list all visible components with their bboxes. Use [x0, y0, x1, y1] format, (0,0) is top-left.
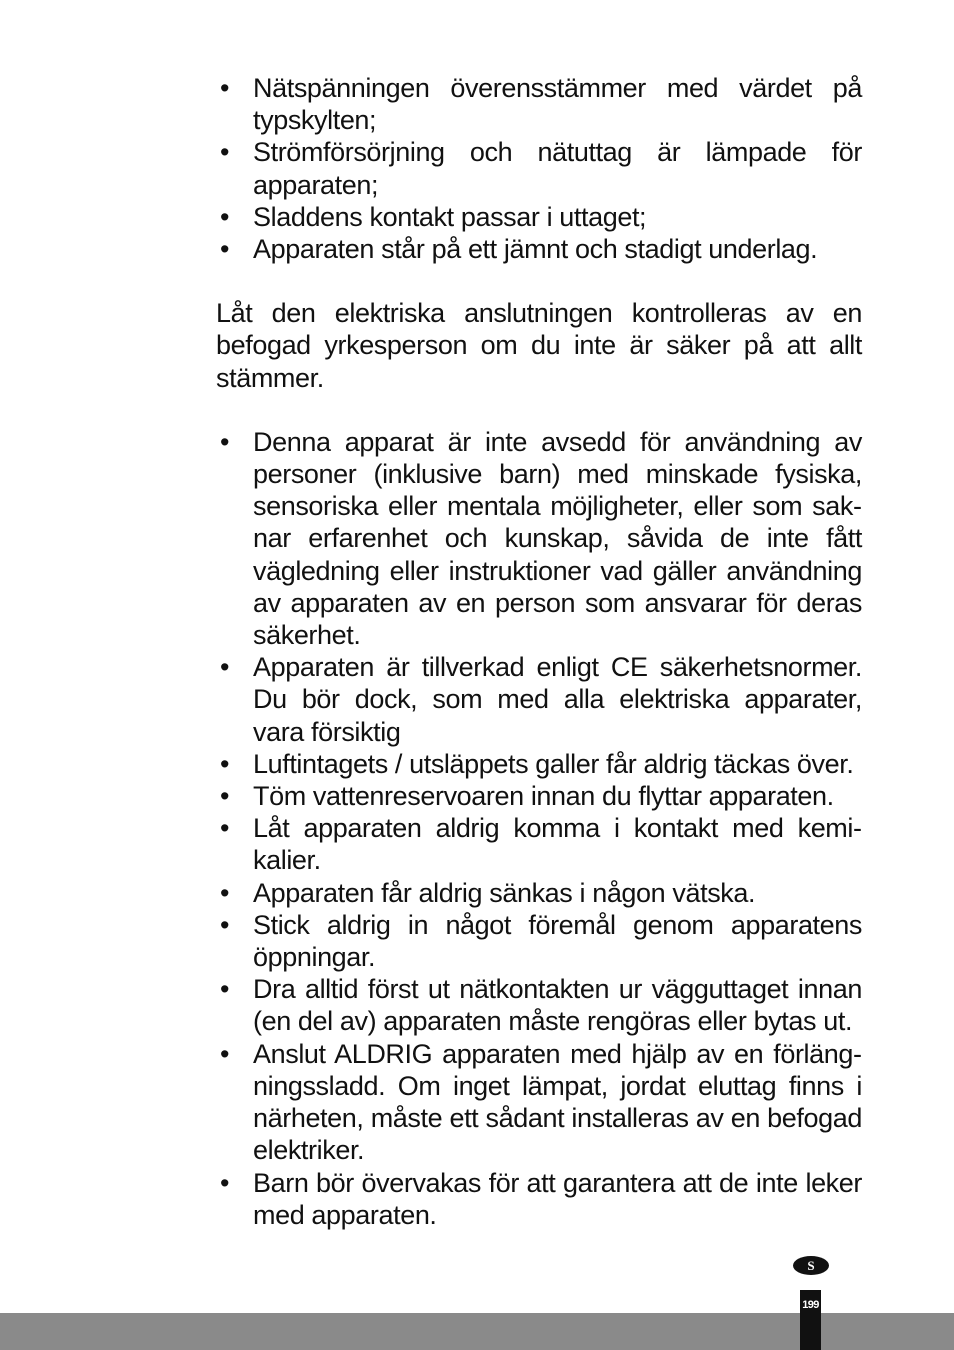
list-item: • Sladdens kontakt passar i uttaget; [216, 201, 862, 233]
list-item: • Anslut ALDRIG apparaten med hjälp av en förlängningssladd. Om inget lämpat, jordat eluttag finns i närheten, måste ett sådant installeras av en befogad elektriker. [216, 1038, 862, 1167]
page-number: 199 [800, 1290, 821, 1350]
list-item: • Barn bör övervakas för att garantera att de inte leker med apparaten. [216, 1167, 862, 1231]
list-item: • Dra alltid först ut nätkontakten ur vägguttaget innan (en del av) apparaten måste rengöras eller bytas ut. [216, 973, 862, 1037]
list-item: • Låt apparaten aldrig komma i kontakt med kemikalier. [216, 812, 862, 876]
list-item: • Denna apparat är inte avsedd för användning av personer (inklusive barn) med minskade fysiska, sensoriska eller mentala möjligheter, eller som saknar erfarenhet och kunskap, såvida de inte fått vägledning eller instruktioner vad gäller användning av apparaten av en person som ansvarar för deras säkerhet. [216, 426, 862, 651]
language-badge: S [793, 1256, 829, 1275]
list-item: • Strömförsörjning och nätuttag är lämpade för apparaten; [216, 136, 862, 200]
requirements-list [216, 72, 862, 265]
page-content [216, 72, 862, 1231]
list-item: • Stick aldrig in något föremål genom apparatens öppningar. [216, 909, 862, 973]
list-item: • Apparaten är tillverkad enligt CE säkerhetsnormer. Du bör dock, som med alla elektriska apparater, vara försiktig [216, 651, 862, 748]
list-item: • Töm vattenreservoaren innan du flyttar apparaten. [216, 780, 862, 812]
electrical-check-paragraph: Låt den elektriska anslutningen kontrolleras av en befogad yrkesperson om du inte är säker på att allt stämmer. [216, 298, 862, 393]
list-item: • Nätspänningen överensstämmer med värdet på typskylten; [216, 72, 862, 136]
list-item: • Apparaten står på ett jämnt och stadigt underlag. [216, 233, 862, 265]
safety-list [216, 426, 862, 1231]
list-item: • Luftintagets / utsläppets galler får aldrig täckas över. [216, 748, 862, 780]
list-item: • Apparaten får aldrig sänkas i någon vätska. [216, 877, 862, 909]
